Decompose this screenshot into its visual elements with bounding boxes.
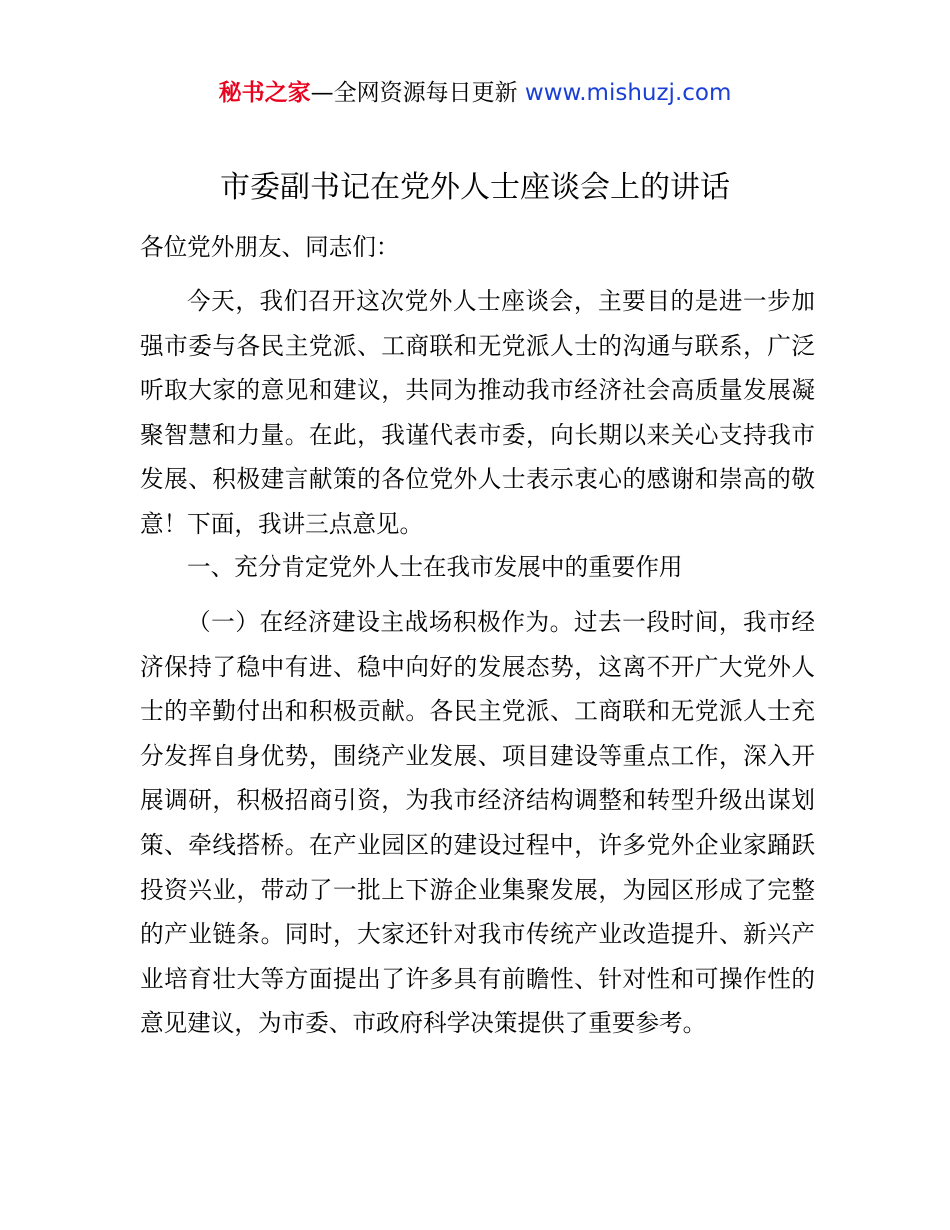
- salutation-text: 各位党外朋友、同志们：: [140, 233, 400, 261]
- header-slogan: —全网资源每日更新: [310, 80, 525, 106]
- paragraph-economy: [140, 600, 815, 1046]
- page-header: [0, 76, 950, 110]
- section-heading-1: [140, 545, 815, 590]
- paragraph-intro: [140, 279, 815, 547]
- paragraph-economy-text: （一）在经济建设主战场积极作为。过去一段时间，我市经济保持了稳中有进、稳中向好的发展态势，这离不开广大党外人士的辛勤付出和积极贡献。各民主党派、工商联和无党派人士充分发挥自身优势，围绕产业发展、项目建设等重点工作，深入开展调研，积极招商引资，为我市经济结构调整和转型升级出谋划策、牵线搭桥。在产业园区的建设过程中，许多党外企业家踊跃投资兴业，带动了一批上下游企业集聚发展，为园区形成了完整的产业链条。同时，大家还针对我市传统产业改造提升、新兴产业培育壮大等方面提出了许多具有前瞻性、针对性和可操作性的意见建议，为市委、市政府科学决策提供了重要参考。: [140, 608, 815, 1038]
- section-heading-1-text: 一、充分肯定党外人士在我市发展中的重要作用: [187, 553, 683, 581]
- paragraph-intro-text: 今天，我们召开这次党外人士座谈会，主要目的是进一步加强市委与各民主党派、工商联和无党派人士的沟通与联系，广泛听取大家的意见和建议，共同为推动我市经济社会高质量发展凝聚智慧和力量。在此，我谨代表市委，向长期以来关心支持我市发展、积极建言献策的各位党外人士表示衷心的感谢和崇高的敬意！下面，我讲三点意见。: [140, 287, 815, 538]
- header-site-link[interactable]: www.mishuzj.com: [524, 80, 732, 106]
- header-brand: 秘书之家: [218, 80, 311, 106]
- document-title: 市委副书记在党外人士座谈会上的讲话: [220, 170, 730, 205]
- salutation: [140, 225, 815, 270]
